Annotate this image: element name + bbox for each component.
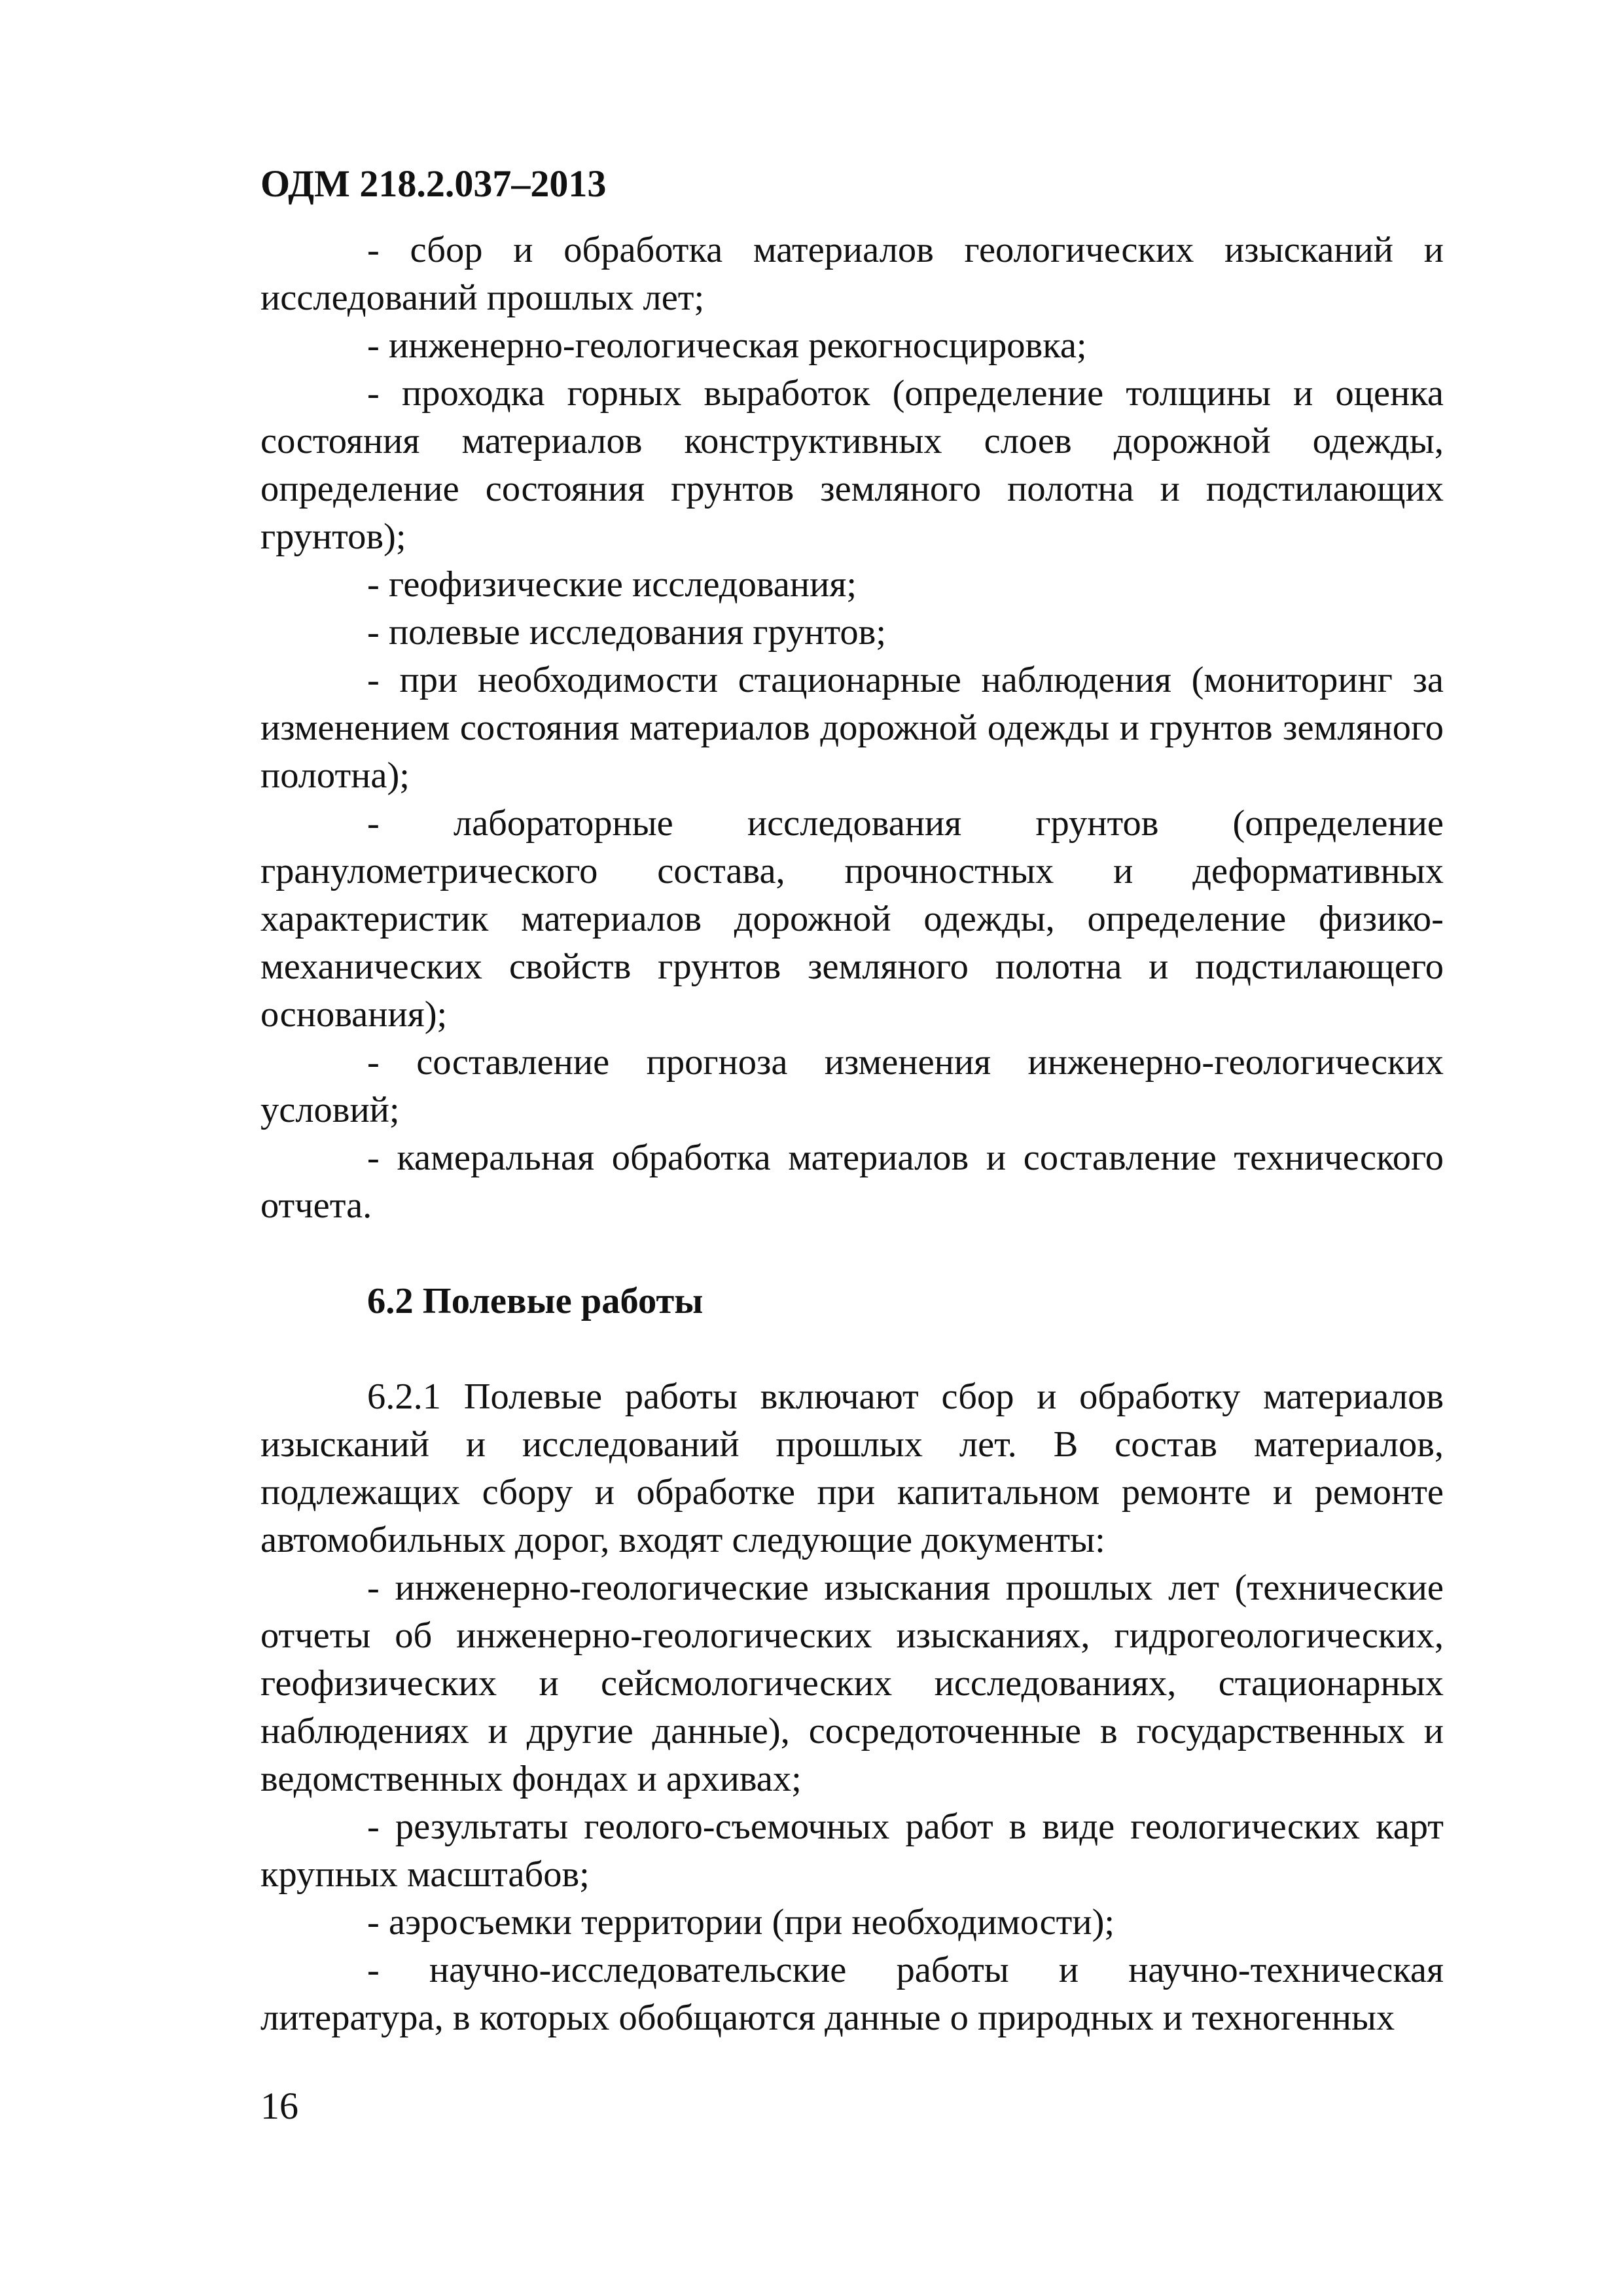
page-number: 16 [260, 2085, 298, 2127]
list-item: - инженерно-геологическая рекогносцировка; [367, 325, 1087, 366]
list-item: - аэросъемки территории (при необходимости); [367, 1902, 1115, 1943]
list-item: - лабораторные исследования грунтов (определение гранулометрического состава, прочностных и деформативных характеристик материалов дорожной одежды, определение физико-механических свойств грунтов земляного полотна и подстилающего основания); [260, 803, 1444, 1035]
section-intro-paragraph: 6.2.1 Полевые работы включают сбор и обработку материалов изысканий и исследований прошлых лет. В состав материалов, подлежащих сбору и обработке при капитальном ремонте и ремонте автомобильных дорог, входят следующие документы: [260, 1376, 1444, 1560]
list-item: - результаты геолого-съемочных работ в виде геологических карт крупных масштабов; [260, 1806, 1444, 1895]
list-item: - при необходимости стационарные наблюдения (мониторинг за изменением состояния материалов дорожной одежды и грунтов земляного полотна); [260, 660, 1444, 796]
page-body [260, 226, 1444, 2042]
list-item: - сбор и обработка материалов геологических изысканий и исследований прошлых лет; [260, 230, 1444, 318]
section-heading: 6.2 Полевые работы [367, 1281, 704, 1321]
document-code-header: ОДМ 218.2.037–2013 [260, 162, 607, 205]
list-item: - геофизические исследования; [367, 564, 857, 605]
list-item: - составление прогноза изменения инженерно-геологических условий; [260, 1042, 1444, 1130]
list-item: - полевые исследования грунтов; [367, 612, 887, 653]
list-item: - проходка горных выработок (определение толщины и оценка состояния материалов конструктивных слоев дорожной одежды, определение состояния грунтов земляного полотна и подстилающих грунтов); [260, 373, 1444, 557]
list-item: - научно-исследовательские работы и научно-техническая литература, в которых обобщаются данные о природных и техногенных [260, 1950, 1444, 2038]
list-item: - камеральная обработка материалов и составление технического отчета. [260, 1138, 1444, 1226]
list-item: - инженерно-геологические изыскания прошлых лет (технические отчеты об инженерно-геологических изысканиях, гидрогеологических, геофизических и сейсмологических исследованиях, стационарных наблюдениях и другие данные), сосредоточенные в государственных и ведомственных фондах и архивах; [260, 1568, 1444, 1799]
